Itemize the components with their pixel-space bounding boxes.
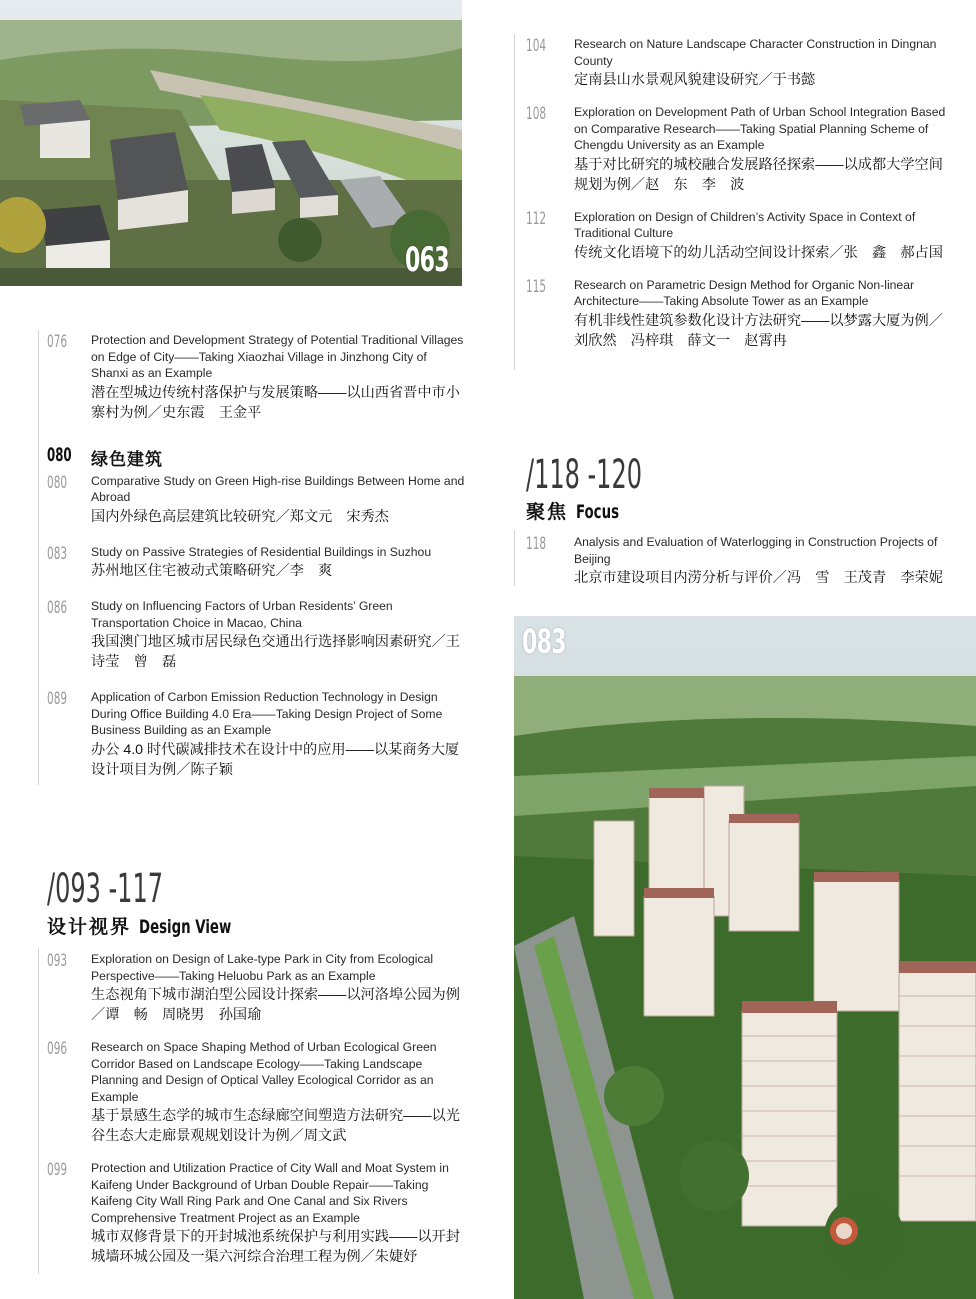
entry-title-en: Analysis and Evaluation of Waterlogging in Construction Projects of Beijing: [574, 535, 938, 566]
toc-entry[interactable]: [47, 1039, 465, 1146]
entry-page-number: 076: [47, 332, 68, 352]
toc-entry[interactable]: [526, 36, 946, 90]
entry-page-number: 108: [526, 104, 547, 124]
column-divider: [514, 530, 515, 586]
village-aerial-photo: [0, 0, 462, 286]
column-divider: [38, 948, 39, 1274]
section-title: 绿色建筑: [91, 449, 163, 469]
section-page-range: /118 -120: [526, 452, 642, 498]
entry-title-zh: 办公 4.0 时代碳减排技术在设计中的应用——以某商务大厦设计项目为例／陈子颖: [91, 741, 460, 778]
entry-title-en: Protection and Utilization Practice of City Wall and Moat System in Kaifeng Under Background of Urban Double Repair——Taking Kaifeng City Wall Ring Park and One Canal and Six Rivers Comprehensive Treatment Project as an Example: [91, 1161, 449, 1225]
toc-entry[interactable]: [47, 951, 465, 1025]
entry-page-number: 099: [47, 1160, 68, 1180]
entry-title-en: Comparative Study on Green High-rise Buildings Between Home and Abroad: [91, 473, 465, 504]
entry-title-en: Exploration on Design of Lake-type Park in City from Ecological Perspective——Taking Heluobu Park as an Example: [91, 952, 434, 983]
toc-entry[interactable]: [526, 534, 946, 588]
entry-page-number: 118: [526, 534, 547, 554]
entry-title-zh: 基于对比研究的城校融合发展路径探索——以成都大学空间规划为例／赵 东 李 波: [574, 156, 943, 193]
photo-page-number: 083: [522, 622, 566, 662]
toc-entry[interactable]: [47, 473, 465, 527]
entry-title-zh: 国内外绿色高层建筑比较研究／郑文元 宋秀杰: [91, 508, 389, 525]
entry-title-en: Study on Passive Strategies of Residential Buildings in Suzhou: [91, 544, 432, 559]
entry-page-number: 089: [47, 689, 68, 709]
toc-entry[interactable]: [526, 104, 946, 195]
focus-title: [526, 497, 631, 524]
entry-title-zh: 北京市建设项目内涝分析与评价／冯 雪 王茂青 李荣妮: [574, 570, 943, 586]
residential-towers-render: [514, 616, 976, 1299]
green-section-heading: [47, 445, 465, 471]
entry-page-number: 096: [47, 1039, 68, 1059]
entry-page-number: 086: [47, 598, 68, 618]
entry-title-en: Study on Influencing Factors of Urban Residents’ Green Transportation Choice in Macao, China: [91, 599, 393, 630]
entry-title-en: Research on Space Shaping Method of Urban Ecological Green Corridor Based on Landscape Ecology——Taking Landscape Planning and Design of Optical Valley Ecological Corridor as an Example: [91, 1040, 437, 1104]
entry-title-en: Protection and Development Strategy of Potential Traditional Villages on Edge of City——Taking Xiaozhai Village in Jinzhong City of Shanxi as an Example: [91, 333, 464, 380]
toc-entry[interactable]: [47, 689, 465, 780]
entry-title-zh: 传统文化语境下的幼儿活动空间设计探索／张 鑫 郝占国: [574, 244, 943, 261]
section-title-en: Design View: [139, 916, 232, 938]
design-view-list: [47, 951, 465, 1267]
focus-list: [526, 534, 946, 588]
entry-title-en: Exploration on Development Path of Urban School Integration Based on Comparative Research——Taking Spatial Planning Scheme of Chengdu University as an Example: [574, 105, 946, 152]
toc-entry[interactable]: [526, 277, 946, 351]
section-title-en: Focus: [576, 501, 620, 523]
entry-title-en: Research on Nature Landscape Character Construction in Dingnan County: [574, 37, 937, 68]
entry-title-zh: 苏州地区住宅被动式策略研究／李 爽: [91, 563, 333, 579]
entry-title-en: Exploration on Design of Children’s Activity Space in Context of Traditional Culture: [574, 209, 916, 240]
entry-page-number: 093: [47, 951, 68, 971]
left-column: [47, 332, 465, 780]
entry-page-number: 115: [526, 276, 547, 297]
entry-title-zh: 城市双修背景下的开封城池系统保护与利用实践——以开封城墙环城公园及一渠六河综合治理工程为例／朱婕妤: [91, 1229, 460, 1265]
toc-entry[interactable]: [47, 544, 465, 582]
entry-title-zh: 定南县山水景观风貌建设研究／于书懿: [574, 72, 816, 88]
section-page-range: /093 -117: [47, 866, 163, 912]
entry-page-number: 112: [526, 208, 547, 229]
entry-title-zh: 我国澳门地区城市居民绿色交通出行选择影响因素研究／王诗莹 曾 磊: [91, 634, 460, 670]
column-divider: [514, 34, 515, 370]
toc-entry[interactable]: [47, 1160, 465, 1267]
entry-title-zh: 潜在型城边传统村落保护与发展策略——以山西省晋中市小寨村为例／史东霞 王金平: [91, 384, 460, 421]
section-title-zh: 设计视界: [47, 917, 132, 938]
entry-title-zh: 有机非线性建筑参数化设计方法研究——以梦露大厦为例／刘欣然 冯梓琪 薛文一 赵霄冉: [574, 312, 943, 349]
design-view-title: [47, 912, 257, 939]
section-page-number: 080: [47, 443, 72, 466]
right-column: [526, 36, 946, 351]
entry-page-number: 104: [526, 36, 547, 56]
toc-entry[interactable]: [47, 332, 465, 423]
entry-title-zh: 生态视角下城市湖泊型公园设计探索——以河洛埠公园为例／谭 畅 周晓男 孙国瑜: [91, 987, 460, 1023]
column-divider: [38, 330, 39, 785]
entry-title-en: Application of Carbon Emission Reduction Technology in Design During Office Building 4.0 Era——Taking Design Project of Some Business Building as an Example: [91, 690, 443, 737]
toc-entry[interactable]: [47, 598, 465, 672]
entry-title-en: Research on Parametric Design Method for Organic Non-linear Architecture——Taking Absolute Tower as an Example: [574, 277, 915, 308]
entry-page-number: 083: [47, 543, 68, 564]
entry-title-zh: 基于景感生态学的城市生态绿廊空间塑造方法研究——以光谷生态大走廊景观规划设计为例／周文武: [91, 1108, 460, 1144]
entry-page-number: 080: [47, 472, 68, 493]
section-title-zh: 聚焦: [526, 502, 569, 523]
photo-page-number: 063: [405, 240, 449, 280]
toc-entry[interactable]: [526, 209, 946, 263]
